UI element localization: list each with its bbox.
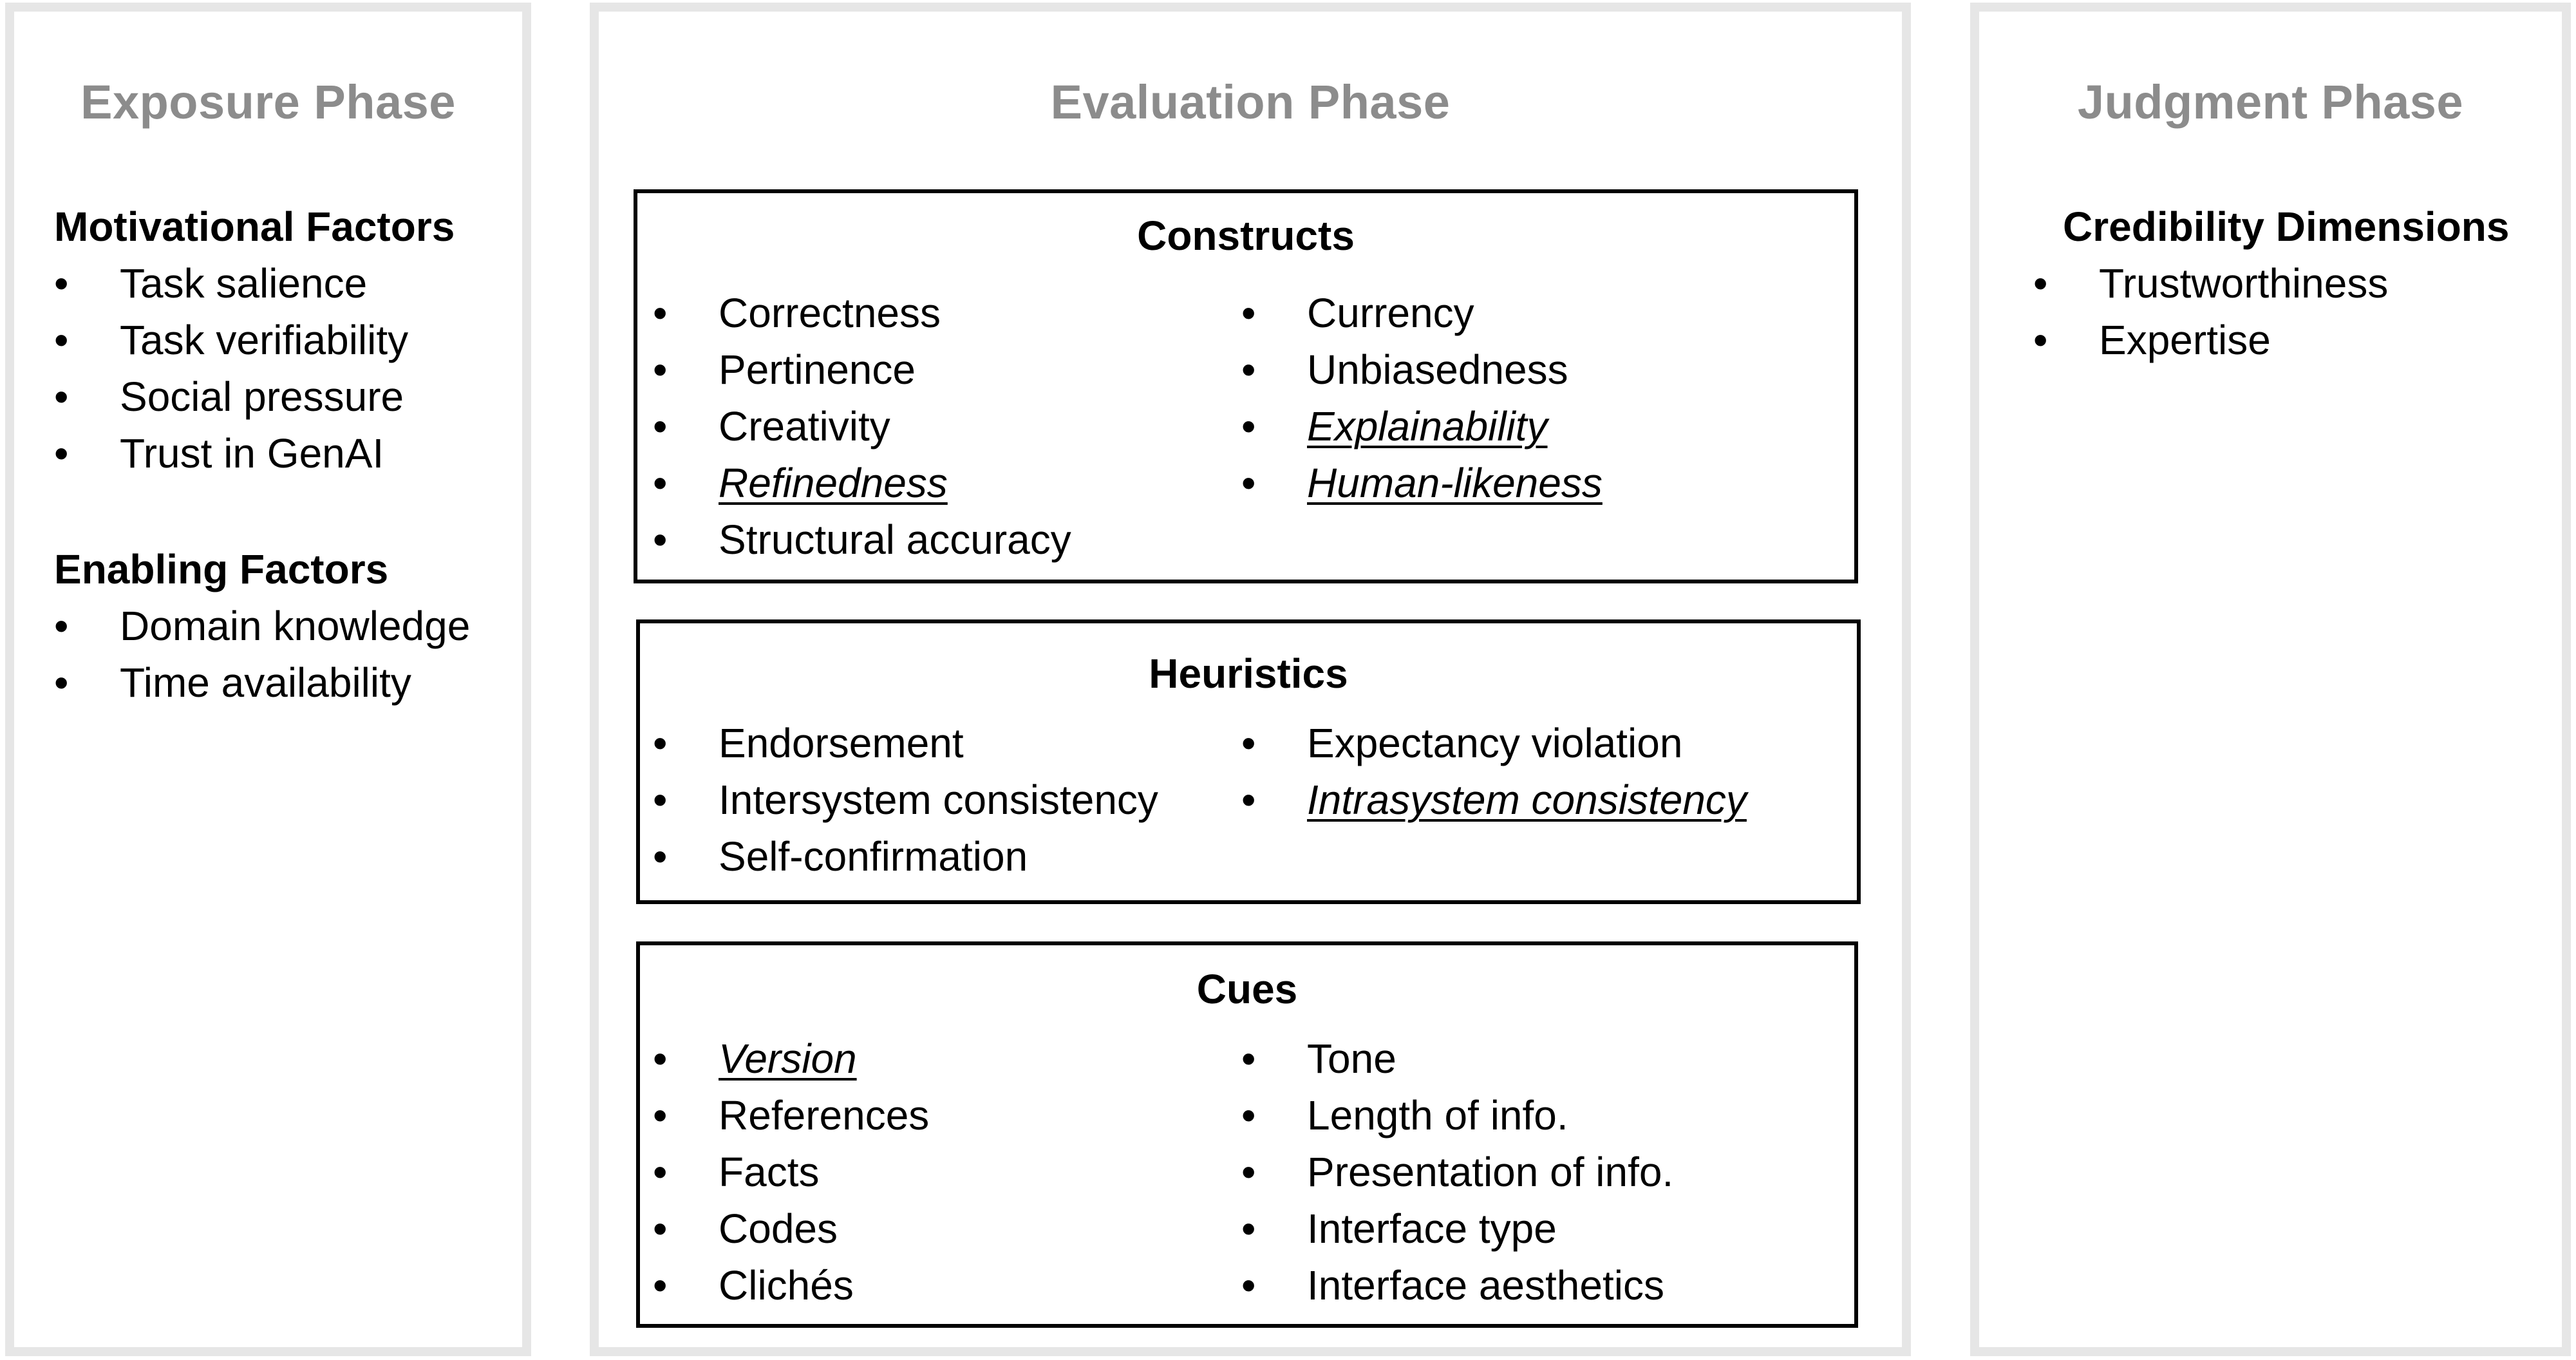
bullet-icon: • — [653, 403, 668, 449]
list-item: • Length of info. — [1241, 1087, 1673, 1144]
constructs-right-column — [1241, 285, 1603, 511]
list-item: • Intrasystem consistency — [1241, 771, 1747, 828]
bullet-icon: • — [653, 1149, 668, 1195]
motivational-factors-group — [54, 198, 455, 482]
bullet-icon: • — [1241, 460, 1256, 506]
bullet-icon: • — [653, 1092, 668, 1138]
enabling-factors-group — [54, 541, 470, 711]
cues-box — [636, 941, 1858, 1328]
bullet-icon: • — [1241, 1262, 1256, 1308]
list-item: • Self-confirmation — [653, 828, 1158, 885]
list-item: • Presentation of info. — [1241, 1144, 1673, 1200]
list-item: • Pertinence — [653, 341, 1071, 398]
cues-right-column — [1241, 1030, 1673, 1314]
constructs-heading: Constructs — [1137, 212, 1355, 259]
evaluation-phase-title: Evaluation Phase — [1050, 75, 1451, 129]
list-item: • Structural accuracy — [653, 511, 1071, 568]
constructs-box — [634, 189, 1858, 583]
evaluation-phase-panel — [590, 3, 1911, 1356]
bullet-icon: • — [653, 833, 668, 880]
bullet-icon: • — [1241, 403, 1256, 449]
constructs-left-column — [653, 285, 1071, 568]
list-item: • Time availability — [54, 654, 470, 711]
bullet-icon: • — [54, 317, 69, 363]
bullet-icon: • — [54, 373, 69, 420]
bullet-icon: • — [54, 603, 69, 649]
list-item: • Clichés — [653, 1257, 929, 1314]
list-item: • Refinedness — [653, 455, 1071, 511]
credibility-dimensions-group — [2033, 198, 2510, 368]
bullet-icon: • — [1241, 346, 1256, 393]
bullet-icon: • — [653, 516, 668, 563]
enabling-factors-heading: Enabling Factors — [54, 546, 389, 592]
bullet-icon: • — [1241, 777, 1256, 823]
list-item: • Social pressure — [54, 368, 455, 425]
list-item: • Trust in GenAI — [54, 425, 455, 482]
bullet-icon: • — [1241, 1149, 1256, 1195]
bullet-icon: • — [653, 720, 668, 766]
bullet-icon: • — [54, 659, 69, 706]
list-item: • Explainability — [1241, 398, 1603, 455]
judgment-phase-panel — [1970, 3, 2571, 1356]
bullet-icon: • — [653, 1035, 668, 1082]
list-item: • Task verifiability — [54, 312, 455, 368]
exposure-phase-panel — [5, 3, 531, 1356]
heuristics-left-column — [653, 715, 1158, 885]
list-item: • Unbiasedness — [1241, 341, 1603, 398]
heuristics-heading: Heuristics — [1149, 650, 1348, 697]
bullet-icon: • — [653, 460, 668, 506]
list-item: • Correctness — [653, 285, 1071, 341]
bullet-icon: • — [2033, 317, 2048, 363]
list-item: • Facts — [653, 1144, 929, 1200]
list-item: • Intersystem consistency — [653, 771, 1158, 828]
list-item: • Codes — [653, 1200, 929, 1257]
bullet-icon: • — [1241, 290, 1256, 336]
bullet-icon: • — [653, 1262, 668, 1308]
bullet-icon: • — [1241, 1205, 1256, 1252]
bullet-icon: • — [2033, 260, 2048, 307]
bullet-icon: • — [54, 260, 69, 307]
bullet-icon: • — [653, 346, 668, 393]
bullet-icon: • — [54, 430, 69, 477]
bullet-icon: • — [653, 290, 668, 336]
motivational-factors-heading: Motivational Factors — [54, 203, 455, 250]
bullet-icon: • — [1241, 1092, 1256, 1138]
heuristics-right-column — [1241, 715, 1747, 828]
list-item: • Interface aesthetics — [1241, 1257, 1673, 1314]
list-item: • Version — [653, 1030, 929, 1087]
list-item: • Tone — [1241, 1030, 1673, 1087]
list-item: • Currency — [1241, 285, 1603, 341]
credibility-dimensions-heading: Credibility Dimensions — [2063, 203, 2510, 250]
bullet-icon: • — [1241, 1035, 1256, 1082]
list-item: • Task salience — [54, 255, 455, 312]
cues-left-column — [653, 1030, 929, 1314]
list-item: • Domain knowledge — [54, 598, 470, 654]
cues-heading: Cues — [1196, 966, 1298, 1012]
list-item: • Creativity — [653, 398, 1071, 455]
exposure-phase-title: Exposure Phase — [80, 75, 456, 129]
list-item: • Endorsement — [653, 715, 1158, 771]
bullet-icon: • — [1241, 720, 1256, 766]
list-item: • Trustworthiness — [2033, 255, 2509, 312]
judgment-phase-title: Judgment Phase — [2077, 75, 2464, 129]
list-item: • Expertise — [2033, 312, 2509, 368]
list-item: • References — [653, 1087, 929, 1144]
bullet-icon: • — [653, 777, 668, 823]
bullet-icon: • — [653, 1205, 668, 1252]
list-item: • Human-likeness — [1241, 455, 1603, 511]
list-item: • Interface type — [1241, 1200, 1673, 1257]
heuristics-box — [636, 619, 1861, 904]
list-item: • Expectancy violation — [1241, 715, 1747, 771]
